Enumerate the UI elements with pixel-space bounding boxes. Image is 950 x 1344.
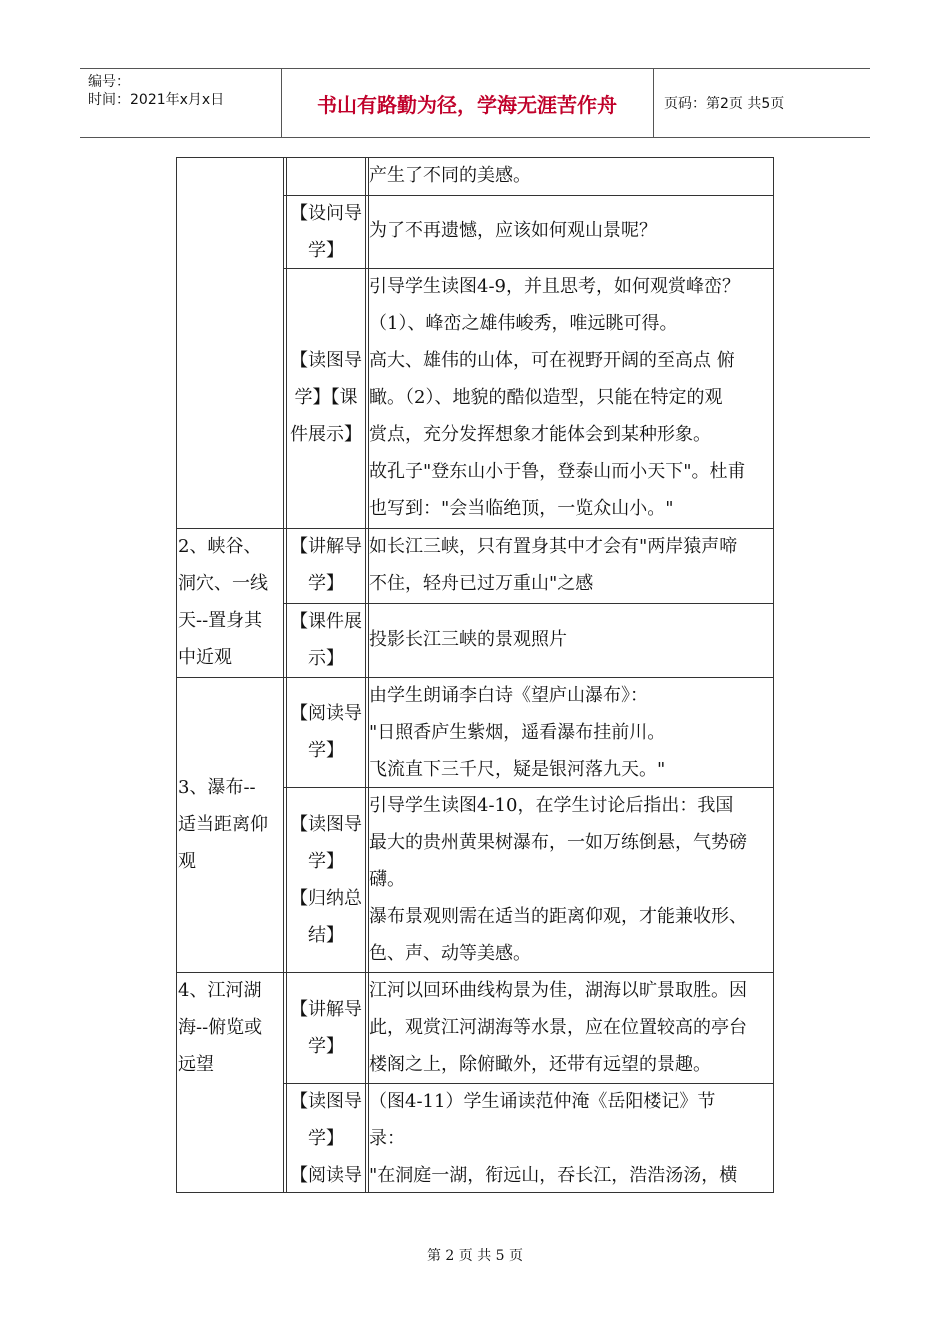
text-line: 【读图导 <box>290 814 362 835</box>
lesson-table <box>176 157 774 1193</box>
text-line: 也写到："会当临绝顶，一览众山小。" <box>369 498 674 519</box>
header-meta <box>88 73 224 109</box>
cell-content <box>369 621 773 658</box>
cell-method <box>286 603 366 677</box>
text-line: 学】 <box>308 573 344 594</box>
text-line: 学】【课 <box>294 387 358 408</box>
text-line: 礴。 <box>369 869 405 890</box>
table-border <box>773 157 774 1193</box>
text-line: 结】 <box>308 925 344 946</box>
text-line: 引导学生读图4-9，并且思考，如何观赏峰峦？ <box>369 276 740 297</box>
text-line: 不住，轻舟已过万重山"之感 <box>369 573 594 594</box>
text-line: 瀑布景观则需在适当的距离仰观，才能兼收形、 <box>369 906 747 927</box>
text-line: 洞穴、一线 <box>178 573 268 594</box>
text-line: 【阅读导 <box>290 1165 362 1186</box>
text-line: 高大、雄伟的山体，可在视野开阔的至高点 俯 <box>369 350 735 371</box>
text-line: "在洞庭一湖，衔远山，吞长江，浩浩汤汤，横 <box>369 1165 738 1186</box>
column-divider <box>283 157 284 1193</box>
cell-method <box>286 1083 366 1194</box>
text-line: 由学生朗诵李白诗《望庐山瀑布》： <box>369 685 648 706</box>
text-line: 如长江三峡，只有置身其中才会有"两岸猿声啼 <box>369 536 738 557</box>
text-line: 学】 <box>308 851 344 872</box>
text-line: 学】 <box>308 740 344 761</box>
cell-method <box>286 528 366 602</box>
cell-content <box>369 528 773 602</box>
text-line: 最大的贵州黄果树瀑布，一如万练倒悬，气势磅 <box>369 832 747 853</box>
text-line: 远望 <box>178 1054 214 1075</box>
number-label: 编号： <box>88 74 130 90</box>
text-line: 学】 <box>308 1128 344 1149</box>
time-label: 时间：2021年x月x日 <box>88 92 225 108</box>
cell-content <box>369 677 773 788</box>
text-line: 学】 <box>308 1036 344 1057</box>
cell-content <box>369 1083 773 1194</box>
text-line: 【阅读导 <box>290 703 362 724</box>
text-line: 引导学生读图4-10，在学生讨论后指出：我国 <box>369 795 734 816</box>
text-line: 2、峡谷、 <box>178 536 262 557</box>
text-line: 瞰。（2）、地貌的酷似造型，只能在特定的观 <box>369 387 723 408</box>
cell-content <box>369 787 773 972</box>
text-line: 江河以回环曲线构景为佳，湖海以旷景取胜。因 <box>369 980 747 1001</box>
text-line: 【讲解导 <box>290 999 362 1020</box>
text-line: 【读图导 <box>290 1091 362 1112</box>
cell-method <box>286 342 366 453</box>
text-line: 适当距离仰 <box>178 814 268 835</box>
motto: 书山有路勤为径，学海无涯苦作舟 <box>317 92 617 117</box>
text-line: 【设问导 <box>290 203 362 224</box>
text-line: "日照香庐生紫烟，遥看瀑布挂前川。 <box>369 722 666 743</box>
cell-content <box>369 972 773 1083</box>
page-info: 页码：第2页 共5页 <box>664 96 785 112</box>
text-line: 中近观 <box>178 647 232 668</box>
text-line: 飞流直下三千尺，疑是银河落九天。" <box>369 759 666 780</box>
text-line: 【课件展 <box>290 611 362 632</box>
text-line: 学】 <box>308 240 344 261</box>
text-line: 故孔子"登东山小于鲁，登泰山而小天下"。杜甫 <box>369 461 746 482</box>
text-line: 为了不再遗憾，应该如何观山景呢？ <box>369 220 657 241</box>
text-line: 录： <box>369 1128 405 1149</box>
cell-topic <box>178 769 282 880</box>
cell-content <box>369 157 773 194</box>
text-line: 楼阁之上，除俯瞰外，还带有远望的景趣。 <box>369 1054 711 1075</box>
text-line: 观 <box>178 851 196 872</box>
text-line: 3、瀑布-- <box>178 777 256 798</box>
text-line: 件展示】 <box>290 424 362 445</box>
text-line: 产生了不同的美感。 <box>369 165 531 186</box>
header-divider <box>653 69 654 137</box>
text-line: 4、江河湖 <box>178 980 262 1001</box>
text-line: （图4-11）学生诵读范仲淹《岳阳楼记》节 <box>369 1091 716 1112</box>
text-line: 【归纳总 <box>290 888 362 909</box>
cell-topic <box>178 528 282 676</box>
text-line: 示】 <box>308 648 344 669</box>
page-footer: 第 2 页 共 5 页 <box>426 1248 524 1264</box>
cell-method <box>286 991 366 1065</box>
text-line: （1）、峰峦之雄伟峻秀，唯远眺可得。 <box>369 313 678 334</box>
cell-content <box>369 212 773 249</box>
text-line: 此，观赏江河湖海等水景，应在位置较高的亭台 <box>369 1017 747 1038</box>
text-line: 投影长江三峡的景观照片 <box>369 629 567 650</box>
text-line: 海--俯览或 <box>178 1017 263 1038</box>
table-border <box>176 157 177 1193</box>
cell-method <box>286 806 366 954</box>
text-line: 色、声、动等美感。 <box>369 943 531 964</box>
cell-topic <box>178 972 282 1083</box>
text-line: 赏点，充分发挥想象才能体会到某种形象。 <box>369 424 711 445</box>
page-header <box>80 68 870 138</box>
text-line: 天--置身其 <box>178 610 263 631</box>
cell-method <box>286 695 366 769</box>
text-line: 【读图导 <box>290 350 362 371</box>
text-line: 【讲解导 <box>290 536 362 557</box>
cell-content <box>369 268 773 527</box>
cell-method <box>286 195 366 269</box>
